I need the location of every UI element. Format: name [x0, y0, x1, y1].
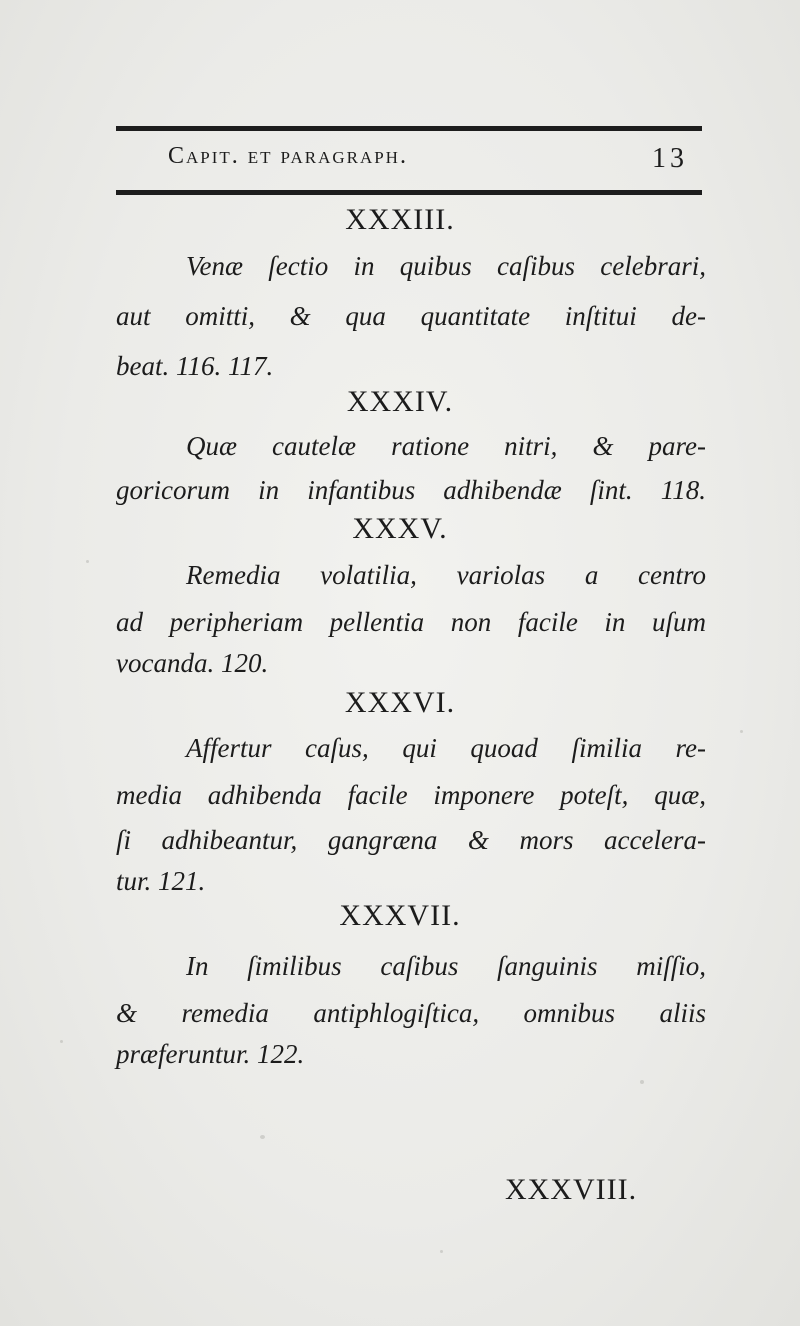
section-text-line: vocanda. 120. [116, 648, 269, 678]
section-numeral: XXXV. [352, 512, 448, 545]
section-text-line: Venæ ſectio in quibus caſibus celebrari, [186, 251, 706, 281]
section-numeral: XXXIII. [345, 203, 455, 236]
paper-speck [260, 1135, 265, 1139]
catchword: XXXVIII. [505, 1173, 638, 1206]
page-number: 13 [652, 143, 688, 174]
header-rule-bottom [116, 190, 702, 195]
paper-speck [86, 560, 89, 563]
paper-speck [740, 730, 743, 733]
running-header [168, 143, 688, 179]
section-numeral: XXXVI. [344, 686, 456, 719]
section-numeral: XXXIV. [346, 385, 454, 418]
paper-speck [440, 1250, 443, 1253]
section-text-line: & remedia antiphlogiſtica, omnibus aliis [116, 998, 706, 1028]
section-text-line: In ſimilibus caſibus ſanguinis miſſio, [186, 951, 706, 981]
running-header-title: Capit. et paragraph. [168, 143, 408, 169]
paper-speck [60, 1040, 63, 1043]
header-rule-top [116, 126, 702, 131]
section-text-line: tur. 121. [116, 866, 206, 896]
section-text-line: præferuntur. 122. [116, 1039, 305, 1069]
section-text-line: media adhibenda facile imponere poteſt, quæ, [116, 780, 706, 810]
section-numeral: XXXVII. [339, 899, 461, 932]
paper-speck [640, 1080, 644, 1084]
section-text-line: ad peripheriam pellentia non facile in uſum [116, 607, 706, 637]
section-text-line: Remedia volatilia, variolas a centro [186, 560, 706, 590]
section-text-line: Affertur caſus, qui quoad ſimilia re- [186, 733, 706, 763]
section-text-line: goricorum in infantibus adhibendæ ſint. 118. [116, 475, 706, 505]
section-text-line: beat. 116. 117. [116, 351, 274, 381]
section-text-line: aut omitti, & qua quantitate inſtitui de- [116, 301, 706, 331]
section-text-line: Quæ cautelæ ratione nitri, & pare- [186, 431, 706, 461]
section-text-line: ſi adhibeantur, gangræna & mors accelera- [116, 825, 706, 855]
